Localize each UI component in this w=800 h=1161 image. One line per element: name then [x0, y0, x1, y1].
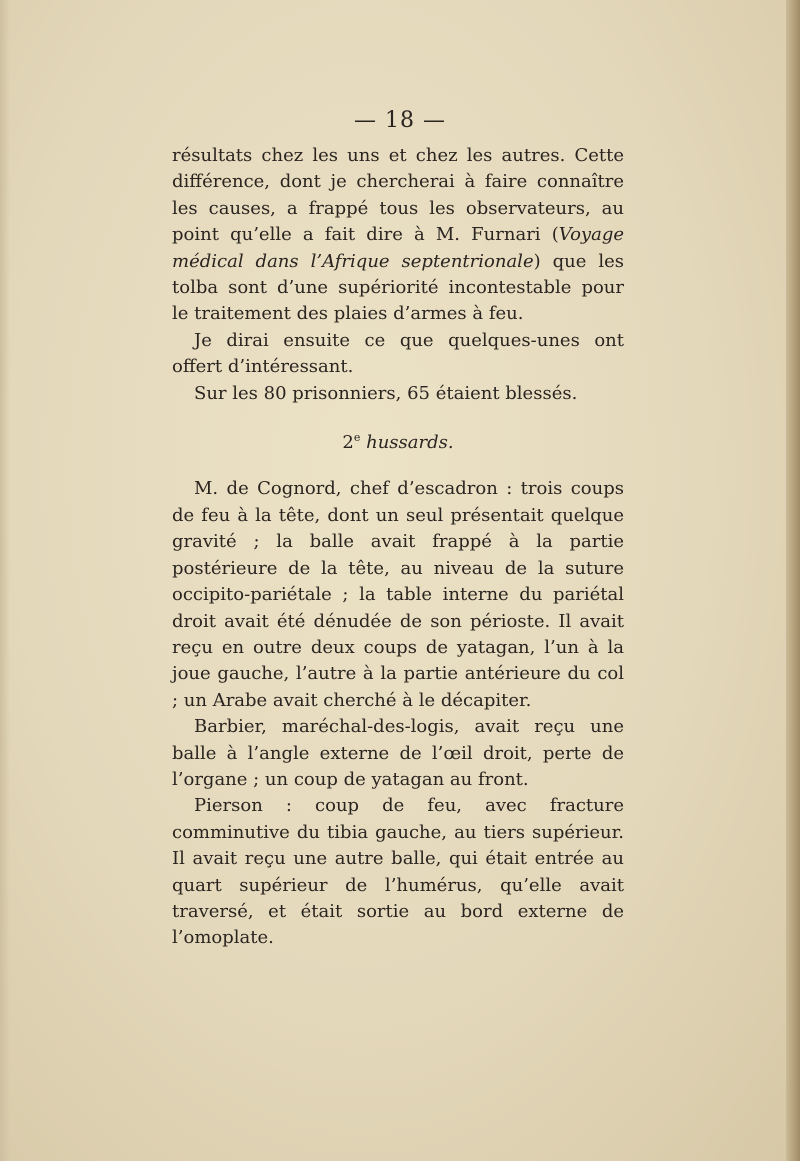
paragraph-6: Pierson : coup de feu, avec fracture comminutive du tibia gauche, au tiers supérieur. Il avait reçu une autre balle, qui était entrée au quart supérieur de l’humérus, qu’elle avait traversé, et était sortie au bord externe de l’omoplate.	[172, 795, 624, 949]
section-superscript: e	[353, 431, 361, 445]
section-title: hussards.	[366, 432, 454, 454]
paragraph-3: Sur les 80 prisonniers, 65 étaient blessés.	[194, 382, 578, 404]
page-right-edge	[786, 0, 800, 1161]
paragraph-1	[172, 143, 624, 328]
paragraph-1-text-a: résultats chez les uns et chez les autres. Cette différence, dont je chercherai à faire connaître les causes, a frappé tous les observateurs, au point qu’elle a fait dire à M. Furnari (	[172, 145, 624, 246]
body-text	[172, 143, 624, 952]
page-number: — 18 —	[354, 108, 446, 133]
page-left-edge-shadow	[0, 0, 10, 1161]
paragraph-5: Barbier, maréchal-des-logis, avait reçu une balle à l’angle externe de l’œil droit, perte de l’organe ; un coup de yatagan au front.	[172, 716, 624, 790]
book-title-italic: Voyage médical dans l’Afrique septentrionale	[172, 224, 624, 272]
paragraph-1-text-b: ) que les tolba sont d’une supériorité incontestable pour le traitement des plaies d’armes à feu.	[172, 250, 625, 325]
section-number: 2	[342, 432, 354, 454]
section-heading	[172, 425, 624, 456]
paragraph-4: M. de Cognord, chef d’escadron : trois coups de feu à la tête, dont un seul présentait quelque gravité ; la balle avait frappé à la partie postérieure de la tête, au niveau de la suture occipito-pariétale ; la table interne du pariétal droit avait été dénudée de son périoste. Il avait reçu en outre deux coups de yatagan, l’un à la joue gauche, l’autre à la partie antérieure du col ; un Arabe avait cherché à le décapiter.	[172, 478, 624, 711]
paragraph-2: Je dirai ensuite ce que quelques-unes ont offert d’intéressant.	[172, 329, 624, 378]
